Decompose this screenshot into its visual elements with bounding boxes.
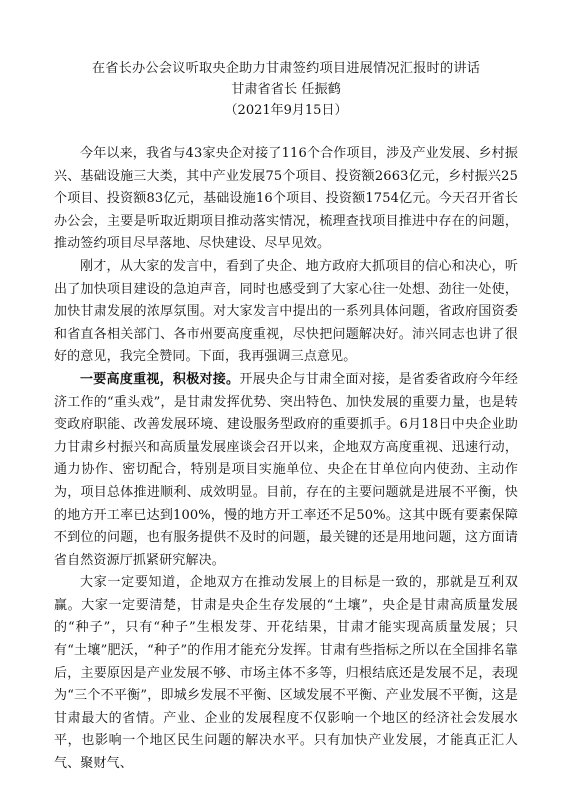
paragraph-1 (54, 143, 518, 256)
paragraph-text: 刚才，从大家的发言中，看到了央企、地方政府大抓项目的信心和决心，听出了加快项目建设的急迫声音，同时也感受到了大家心往一处想、劲往一处使，加快甘肃发展的浓厚氛围。对大家发言中提出的一系列具体问题，省政府国资委和省直各相关部门、各市州要高度重视，尽快把问题解决好。沛兴同志也讲了很好的意见，我完全赞同。下面，我再强调三点意见。 (54, 258, 518, 365)
paragraph-4 (54, 572, 518, 775)
paragraph-text: 大家一定要知道，企地双方在推动发展上的目标是一致的，那就是互利双赢。大家一定要清楚，甘肃是央企生存发展的“土壤”，央企是甘肃高质量发展的“种子”，只有“种子”生根发芽、开花结果，甘肃才能实现高质量发展；只有“土壤”肥沃，“种子”的作用才能充分发挥。甘肃有些指标之所以在全国排名靠后，主要原因是产业发展不够、市场主体不多等，归根结底还是发展不足，表现为“三个不平衡”，即城乡发展不平衡、区域发展不平衡、产业发展不平衡，这是甘肃最大的省情。产业、企业的发展程度不仅影响一个地区的经济社会发展水平，也影响一个地区民生问题的解决水平。只有加快产业发展，才能真正汇人气、聚财气、 (54, 575, 518, 772)
paragraph-text: 开展央企与甘肃全面对接，是省委省政府今年经济工作的“重头戏”，是甘肃发挥优势、突出特色、加快发展的重要力量，也是转变政府职能、改善发展环境、建设服务型政府的重要抓手。6月18日中央企业助力甘肃乡村振兴和高质量发展座谈会召开以来，企地双方高度重视、迅速行动，通力协作、密切配合，特别是项目实施单位、央企在甘单位向内使劲、主动作为，项目总体推进顺利、成效明显。目前，存在的主要问题就是进展不平衡，快的地方开工率已达到100%，慢的地方开工率还不足50%。这其中既有要素保障不到位的问题，也有服务提供不及时的问题，最关键的还是用地问题，这方面请省自然资源厅抓紧研究解决。 (54, 371, 518, 568)
paragraph-text: 今年以来，我省与43家央企对接了116个合作项目，涉及产业发展、乡村振兴、基础设施三大类，其中产业发展75个项目、投资额2663亿元，乡村振兴25个项目、投资额83亿元，基础设施16个项目、投资额1754亿元。今天召开省长办公会，主要是听取近期项目推动落实情况，梳理查找项目推进中存在的问题，推动签约项目尽早落地、尽快建设、尽早见效。 (54, 146, 518, 252)
paragraph-3 (54, 369, 518, 572)
document-author: 甘肃省省长 任振鹤 (231, 82, 341, 97)
paragraph-2 (54, 256, 518, 369)
document-date: （2021年9月15日） (224, 103, 348, 118)
document-title: 在省长办公会议听取央企助力甘肃签约项目进展情况汇报时的讲话 (91, 61, 481, 76)
paragraph-lead: 一要高度重视，积极对接。 (80, 371, 240, 387)
